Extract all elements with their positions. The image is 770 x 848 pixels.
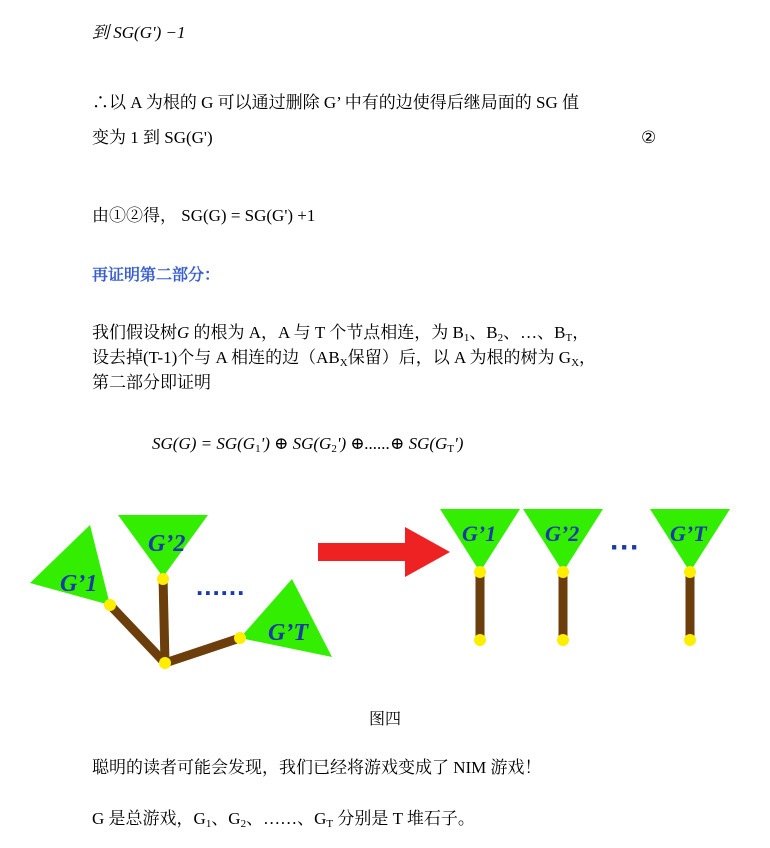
left-label-3: G’T xyxy=(268,620,308,646)
paragraph-line-1: 我们假设树G 的根为 A，A 与 T 个节点相连，为 $B_1$、$B_2$、…、$B_T$， xyxy=(92,323,590,344)
right-trees xyxy=(440,509,730,646)
paragraph-line-2: 设去掉(T-1)个与 A 相连的边（$AB_X$保留）后，以 A 为根的树为 $G_X$， xyxy=(92,348,597,369)
left-label-1: G’1 xyxy=(60,571,98,597)
text-line-2: ∴以 A 为根的 G 可以通过删除 G’ 中有的边使得后继局面的 SG 值 xyxy=(92,93,580,112)
left-ellipsis: ...... xyxy=(196,571,246,601)
figure-tree-diagram xyxy=(0,495,770,680)
right-bottom-node-1 xyxy=(474,634,486,646)
circled-mark-2: ② xyxy=(641,128,657,147)
right-bottom-node-3 xyxy=(684,634,696,646)
left-edge-1 xyxy=(110,605,165,663)
paragraph-line-3: 第二部分即证明 xyxy=(92,373,211,392)
right-label-1: G’1 xyxy=(462,521,497,546)
text-line-4: 由①②得， SG(G) = SG(G') +1 xyxy=(92,206,316,225)
right-top-node-1 xyxy=(474,566,486,578)
left-node-3 xyxy=(234,632,246,644)
text-line-3: 变为 1 到 SG(G') xyxy=(92,128,213,147)
formula: $SG(G) = SG(G_1')$ ⊕ $SG(G_2')$ ⊕......⊕ $SG(G_T')$ xyxy=(152,434,464,455)
left-node-2 xyxy=(157,573,169,585)
left-edge-2 xyxy=(163,577,165,663)
conclusion-line-2: G 是总游戏，$G_1$、$G_2$、……、$G_T$ 分别是 T 堆石子。 xyxy=(92,809,475,830)
arrow-icon xyxy=(318,527,450,577)
right-top-node-2 xyxy=(557,566,569,578)
left-tree xyxy=(30,515,332,669)
section-heading: 再证明第二部分： xyxy=(92,267,221,284)
right-ellipsis: ··· xyxy=(610,531,640,564)
right-label-3: G’T xyxy=(670,521,707,546)
left-label-2: G’2 xyxy=(148,531,186,557)
left-root-node xyxy=(159,657,171,669)
right-top-node-3 xyxy=(684,566,696,578)
left-edge-3 xyxy=(165,638,240,663)
right-label-2: G’2 xyxy=(545,521,580,546)
right-bottom-node-2 xyxy=(557,634,569,646)
left-node-1 xyxy=(104,599,116,611)
figure-caption: 图四 xyxy=(368,711,401,728)
conclusion-line-1: 聪明的读者可能会发现，我们已经将游戏变成了 NIM 游戏！ xyxy=(92,758,542,777)
text-line-1: 到 SG(G') −1 xyxy=(92,23,186,42)
